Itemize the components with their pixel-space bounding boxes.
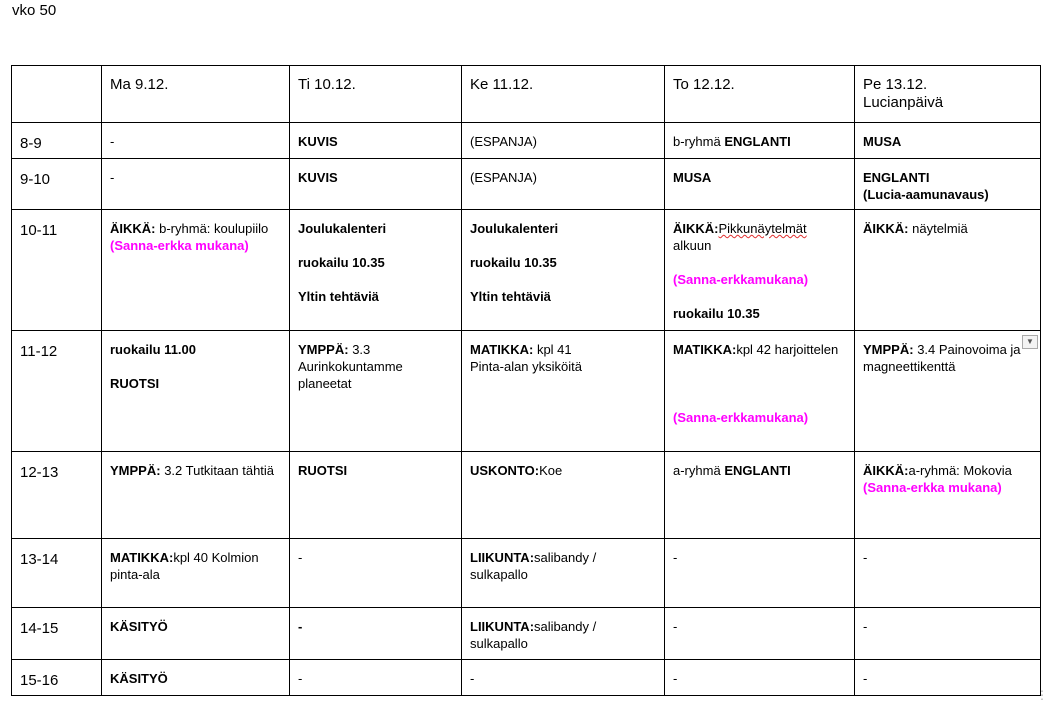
- cell-wed[interactable]: -: [462, 660, 665, 696]
- header-row: [12, 66, 1041, 123]
- subject-label: YMPPÄ:: [110, 463, 161, 478]
- subject-label: ÄIKKÄ:: [110, 221, 156, 236]
- cell-thu-subject: ENGLANTI: [724, 134, 791, 149]
- corner-cell: [12, 66, 102, 123]
- subject-label: MATIKKA:: [110, 550, 174, 565]
- day-header-wed: Ke 11.12.: [462, 66, 665, 123]
- lesson-text: salibandy / sulkapallo: [470, 550, 597, 582]
- lesson-text: kpl 40 Kolmion pinta-ala: [110, 550, 259, 582]
- lesson-text: 3.3 Aurinkokuntamme planeetat: [298, 342, 403, 391]
- cell-thu[interactable]: [665, 210, 855, 331]
- subject-label: LIIKUNTA:: [470, 550, 535, 565]
- lesson-text: kpl 41: [536, 342, 572, 357]
- highlight-note: (Sanna-erkka mukana): [863, 480, 1002, 495]
- highlight-note: (Sanna-erkkamukana): [673, 410, 809, 425]
- group-text: a-ryhmä: [673, 463, 721, 478]
- lesson-text: b-ryhmä: koulupiilo: [159, 221, 269, 236]
- cell-fri[interactable]: [855, 159, 1041, 210]
- highlight-note: (Sanna-erkkamukana): [673, 272, 809, 287]
- lesson-text: salibandy / sulkapallo: [470, 619, 597, 651]
- time-cell: 12-13: [12, 452, 102, 539]
- lesson-text: Yltin tehtäviä: [298, 289, 379, 304]
- cell-thu[interactable]: [665, 452, 855, 539]
- dropdown-arrow-icon[interactable]: ▼: [1022, 335, 1038, 349]
- cell-mon[interactable]: KÄSITYÖ: [102, 660, 290, 696]
- cell-fri[interactable]: [855, 331, 1041, 452]
- lunch-text: ruokailu 11.00: [110, 342, 196, 357]
- subject-label: ÄIKKÄ:: [863, 221, 909, 236]
- cell-thu[interactable]: -: [665, 660, 855, 696]
- cell-fri[interactable]: [855, 452, 1041, 539]
- lesson-text: Pinta-alan yksiköitä: [470, 359, 582, 374]
- cell-mon[interactable]: KÄSITYÖ: [102, 608, 290, 660]
- spellcheck-word: Pikkunäytelmät: [718, 221, 807, 236]
- day-header-thu: To 12.12.: [665, 66, 855, 123]
- cell-mon[interactable]: [102, 452, 290, 539]
- cell-fri[interactable]: -: [855, 660, 1041, 696]
- lesson-text: kpl 42 harjoittelen: [736, 342, 839, 357]
- lesson-text: Koe: [539, 463, 563, 478]
- time-cell: 14-15: [12, 608, 102, 660]
- cell-mon[interactable]: -: [102, 159, 290, 210]
- schedule-table: [11, 65, 1041, 696]
- time-cell: 8-9: [12, 123, 102, 159]
- cell-wed[interactable]: (ESPANJA): [462, 123, 665, 159]
- subject-label: ÄIKKÄ:: [673, 221, 719, 236]
- subject-label: MATIKKA:: [470, 342, 534, 357]
- lesson-text: 3.4 Painovoima ja magneettikenttä: [863, 342, 1021, 374]
- subject-label: ÄIKKÄ:: [863, 463, 909, 478]
- cell-wed[interactable]: [462, 331, 665, 452]
- subject-label: MATIKKA:: [673, 342, 737, 357]
- time-cell: 13-14: [12, 539, 102, 608]
- cell-fri[interactable]: [855, 210, 1041, 331]
- cell-mon[interactable]: -: [102, 123, 290, 159]
- cell-thu[interactable]: [665, 331, 855, 452]
- subject-label: ENGLANTI: [724, 463, 791, 478]
- table-row: [12, 452, 1041, 539]
- cell-wed[interactable]: [462, 210, 665, 331]
- cell-mon[interactable]: [102, 539, 290, 608]
- day-header-fri-note: Lucianpäivä: [863, 94, 944, 111]
- cell-fri-note: (Lucia-aamunavaus): [863, 187, 989, 202]
- time-cell: 10-11: [12, 210, 102, 331]
- lesson-text: näytelmiä: [912, 221, 968, 236]
- cell-tue[interactable]: RUOTSI: [290, 452, 462, 539]
- cell-tue[interactable]: [290, 210, 462, 331]
- cell-mon[interactable]: [102, 210, 290, 331]
- lunch-text: ruokailu 10.35: [470, 255, 557, 270]
- subject-label: YMPPÄ:: [863, 342, 914, 357]
- day-header-fri-label: Pe 13.12.: [863, 76, 928, 93]
- day-header-fri: [855, 66, 1041, 123]
- lesson-text: Joulukalenteri: [298, 221, 387, 236]
- cell-fri-subject: ENGLANTI: [863, 170, 930, 185]
- lesson-text: Yltin tehtäviä: [470, 289, 551, 304]
- table-row: [12, 159, 1041, 210]
- table-row: [12, 123, 1041, 159]
- cell-tue[interactable]: [290, 331, 462, 452]
- table-row: [12, 539, 1041, 608]
- cell-wed[interactable]: [462, 608, 665, 660]
- table-row: [12, 210, 1041, 331]
- page-title: vko 50: [12, 2, 57, 19]
- cell-wed[interactable]: (ESPANJA): [462, 159, 665, 210]
- lesson-text: a-ryhmä: Mokovia: [908, 463, 1012, 478]
- day-header-tue: Ti 10.12.: [290, 66, 462, 123]
- lunch-text: ruokailu 10.35: [298, 255, 385, 270]
- lesson-text: alkuun: [673, 238, 712, 253]
- table-row: [12, 331, 1041, 452]
- cell-tue[interactable]: -: [290, 660, 462, 696]
- lesson-text: 3.2 Tutkitaan tähtiä: [164, 463, 275, 478]
- cell-wed[interactable]: [462, 452, 665, 539]
- cell-tue[interactable]: KUVIS: [290, 159, 462, 210]
- cell-tue[interactable]: -: [290, 608, 462, 660]
- cell-fri[interactable]: -: [855, 608, 1041, 660]
- time-cell: 15-16: [12, 660, 102, 696]
- time-cell: 11-12: [12, 331, 102, 452]
- cell-fri[interactable]: -: [855, 539, 1041, 608]
- cell-thu[interactable]: [665, 123, 855, 159]
- highlight-note: (Sanna-erkka mukana): [110, 238, 249, 253]
- cell-tue[interactable]: -: [290, 539, 462, 608]
- cell-thu[interactable]: MUSA: [665, 159, 855, 210]
- subject-label: YMPPÄ:: [298, 342, 349, 357]
- cell-tue[interactable]: KUVIS: [290, 123, 462, 159]
- subject-label: USKONTO:: [470, 463, 540, 478]
- cell-thu[interactable]: -: [665, 608, 855, 660]
- cell-thu[interactable]: -: [665, 539, 855, 608]
- cell-wed[interactable]: [462, 539, 665, 608]
- subject-label: LIIKUNTA:: [470, 619, 535, 634]
- table-row: [12, 608, 1041, 660]
- time-cell: 9-10: [12, 159, 102, 210]
- cell-mon[interactable]: [102, 331, 290, 452]
- day-header-mon: Ma 9.12.: [102, 66, 290, 123]
- cell-thu-group: b-ryhmä: [673, 134, 721, 149]
- lesson-text: Joulukalenteri: [470, 221, 559, 236]
- cell-fri[interactable]: MUSA: [855, 123, 1041, 159]
- table-row: [12, 660, 1041, 696]
- resize-handle-icon[interactable]: ⋮: [1036, 688, 1048, 702]
- subject-label: RUOTSI: [110, 376, 160, 391]
- lunch-text: ruokailu 10.35: [673, 306, 760, 321]
